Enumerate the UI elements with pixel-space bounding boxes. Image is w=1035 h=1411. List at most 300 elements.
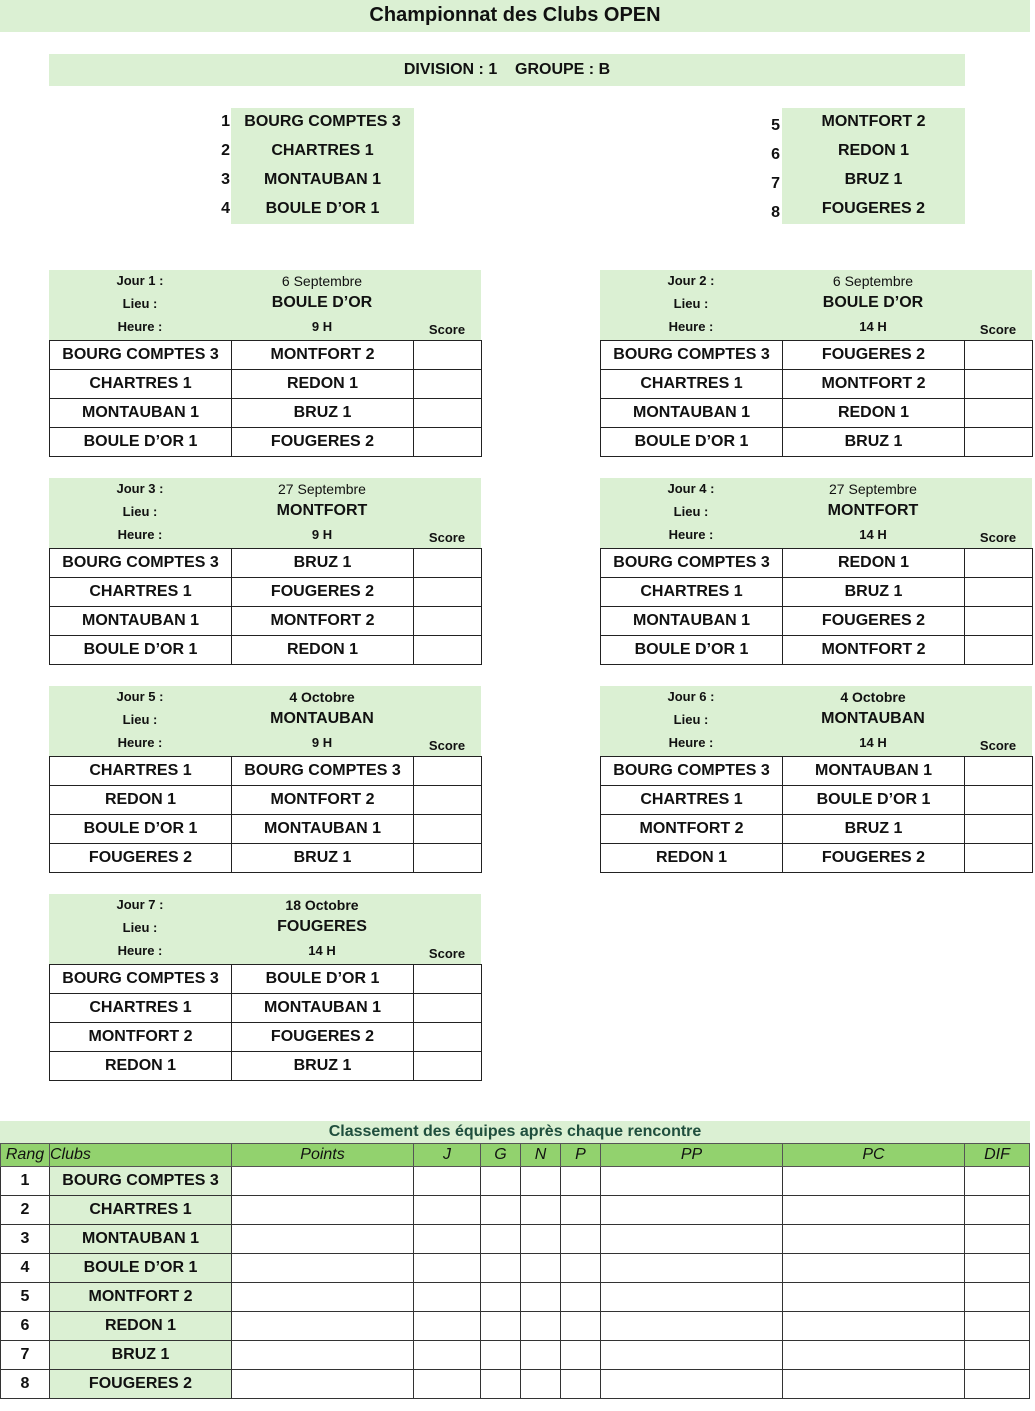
match-row xyxy=(50,757,482,786)
score-cell[interactable] xyxy=(414,994,482,1023)
away-team: BRUZ 1 xyxy=(783,428,965,457)
ranking-header-dif: DIF xyxy=(965,1144,1030,1167)
score-cell[interactable] xyxy=(414,786,482,815)
team-numbers-left xyxy=(210,108,230,224)
rank-club: CHARTRES 1 xyxy=(50,1196,232,1225)
away-team: REDON 1 xyxy=(232,636,414,665)
jour-label: Jour 2 : xyxy=(667,273,715,288)
rank-p-cell[interactable] xyxy=(561,1312,601,1341)
home-team: CHARTRES 1 xyxy=(601,578,783,607)
match-row xyxy=(50,636,482,665)
rank-number: 2 xyxy=(1,1196,50,1225)
rank-n-cell[interactable] xyxy=(521,1196,561,1225)
ranking-header-pp: PP xyxy=(601,1144,783,1167)
away-team: MONTFORT 2 xyxy=(232,786,414,815)
lieu-label: Lieu : xyxy=(122,296,158,311)
rank-j-cell[interactable] xyxy=(414,1196,481,1225)
match-row xyxy=(601,636,1033,665)
rank-n-cell[interactable] xyxy=(521,1225,561,1254)
score-label: Score xyxy=(979,530,1017,545)
match-row xyxy=(50,844,482,873)
match-row xyxy=(50,578,482,607)
home-team: MONTAUBAN 1 xyxy=(50,399,232,428)
rank-g-cell[interactable] xyxy=(481,1167,521,1196)
score-cell[interactable] xyxy=(414,1023,482,1052)
team-number: 4 xyxy=(221,200,230,217)
score-cell[interactable] xyxy=(414,399,482,428)
away-team: FOUGERES 2 xyxy=(783,341,965,370)
away-team: MONTFORT 2 xyxy=(783,370,965,399)
rank-pp-cell[interactable] xyxy=(601,1312,783,1341)
rank-points-cell[interactable] xyxy=(232,1225,414,1254)
match-day-5 xyxy=(49,686,481,873)
rank-n-cell[interactable] xyxy=(521,1341,561,1370)
match-row xyxy=(601,844,1033,873)
match-row xyxy=(601,815,1033,844)
home-team: MONTAUBAN 1 xyxy=(601,399,783,428)
rank-points-cell[interactable] xyxy=(232,1167,414,1196)
match-day-header xyxy=(49,894,481,964)
match-row xyxy=(601,786,1033,815)
rank-number: 6 xyxy=(1,1312,50,1341)
away-team: BRUZ 1 xyxy=(232,399,414,428)
score-cell[interactable] xyxy=(414,815,482,844)
score-cell[interactable] xyxy=(965,636,1033,665)
match-day-header xyxy=(49,270,481,340)
home-team: CHARTRES 1 xyxy=(50,578,232,607)
rank-pc-cell[interactable] xyxy=(783,1254,965,1283)
rank-club: MONTAUBAN 1 xyxy=(50,1225,232,1254)
heure-label: Heure : xyxy=(668,735,714,750)
rank-pp-cell[interactable] xyxy=(601,1225,783,1254)
match-time: 14 H xyxy=(859,319,887,334)
heure-label: Heure : xyxy=(668,527,714,542)
match-row xyxy=(50,549,482,578)
team-number: 7 xyxy=(771,175,780,192)
rank-dif-cell[interactable] xyxy=(965,1254,1030,1283)
match-venue: BOULE D’OR xyxy=(271,294,373,311)
rank-g-cell[interactable] xyxy=(481,1370,521,1399)
match-venue: FOUGERES xyxy=(277,918,367,935)
match-table xyxy=(600,756,1033,873)
away-team: BRUZ 1 xyxy=(232,549,414,578)
rank-pc-cell[interactable] xyxy=(783,1370,965,1399)
rank-points-cell[interactable] xyxy=(232,1283,414,1312)
match-row xyxy=(601,549,1033,578)
ranking-header-p: P xyxy=(561,1144,601,1167)
ranking-row xyxy=(1,1341,1030,1370)
away-team: BRUZ 1 xyxy=(232,844,414,873)
match-row xyxy=(601,757,1033,786)
score-cell[interactable] xyxy=(965,428,1033,457)
away-team: MONTAUBAN 1 xyxy=(232,815,414,844)
rank-pp-cell[interactable] xyxy=(601,1196,783,1225)
home-team: BOURG COMPTES 3 xyxy=(601,341,783,370)
rank-pp-cell[interactable] xyxy=(601,1341,783,1370)
rank-j-cell[interactable] xyxy=(414,1167,481,1196)
rank-g-cell[interactable] xyxy=(481,1312,521,1341)
match-row xyxy=(50,994,482,1023)
rank-dif-cell[interactable] xyxy=(965,1312,1030,1341)
rank-pc-cell[interactable] xyxy=(783,1196,965,1225)
match-day-4 xyxy=(600,478,1032,665)
heure-label: Heure : xyxy=(117,319,163,334)
rank-number: 8 xyxy=(1,1370,50,1399)
lieu-label: Lieu : xyxy=(122,712,158,727)
match-row xyxy=(50,399,482,428)
match-day-header xyxy=(49,478,481,548)
ranking-row xyxy=(1,1312,1030,1341)
rank-n-cell[interactable] xyxy=(521,1254,561,1283)
rank-points-cell[interactable] xyxy=(232,1312,414,1341)
match-row xyxy=(50,1023,482,1052)
ranking-header-n: N xyxy=(521,1144,561,1167)
match-date: 27 Septembre xyxy=(278,481,366,497)
rank-p-cell[interactable] xyxy=(561,1254,601,1283)
score-cell[interactable] xyxy=(965,370,1033,399)
score-cell[interactable] xyxy=(965,607,1033,636)
away-team: BOURG COMPTES 3 xyxy=(232,757,414,786)
team-names-right xyxy=(782,108,965,224)
rank-dif-cell[interactable] xyxy=(965,1225,1030,1254)
home-team: BOURG COMPTES 3 xyxy=(50,341,232,370)
team-number: 6 xyxy=(771,146,780,163)
match-table xyxy=(49,548,482,665)
home-team: CHARTRES 1 xyxy=(50,370,232,399)
away-team: BOULE D’OR 1 xyxy=(783,786,965,815)
lieu-label: Lieu : xyxy=(673,296,709,311)
rank-dif-cell[interactable] xyxy=(965,1283,1030,1312)
rank-pc-cell[interactable] xyxy=(783,1225,965,1254)
score-cell[interactable] xyxy=(414,578,482,607)
team-name: BOULE D’OR 1 xyxy=(265,200,380,217)
rank-points-cell[interactable] xyxy=(232,1254,414,1283)
rank-pp-cell[interactable] xyxy=(601,1283,783,1312)
home-team: FOUGERES 2 xyxy=(50,844,232,873)
rank-g-cell[interactable] xyxy=(481,1341,521,1370)
rank-j-cell[interactable] xyxy=(414,1254,481,1283)
match-row xyxy=(50,815,482,844)
away-team: BRUZ 1 xyxy=(232,1052,414,1081)
ranking-header-clubs: Clubs xyxy=(50,1144,232,1167)
match-table xyxy=(49,964,482,1081)
match-date: 4 Octobre xyxy=(289,689,355,705)
match-day-1 xyxy=(49,270,481,457)
match-day-header xyxy=(600,686,1032,756)
jour-label: Jour 3 : xyxy=(116,481,164,496)
lieu-label: Lieu : xyxy=(673,712,709,727)
score-cell[interactable] xyxy=(414,370,482,399)
rank-club: REDON 1 xyxy=(50,1312,232,1341)
away-team: REDON 1 xyxy=(783,549,965,578)
rank-dif-cell[interactable] xyxy=(965,1167,1030,1196)
score-cell[interactable] xyxy=(965,844,1033,873)
home-team: MONTFORT 2 xyxy=(601,815,783,844)
rank-n-cell[interactable] xyxy=(521,1283,561,1312)
score-cell[interactable] xyxy=(965,341,1033,370)
away-team: REDON 1 xyxy=(232,370,414,399)
home-team: BOURG COMPTES 3 xyxy=(50,965,232,994)
match-date: 4 Octobre xyxy=(840,689,906,705)
jour-label: Jour 1 : xyxy=(116,273,164,288)
team-name: MONTFORT 2 xyxy=(821,113,926,130)
match-day-header xyxy=(600,270,1032,340)
away-team: REDON 1 xyxy=(783,399,965,428)
home-team: BOULE D’OR 1 xyxy=(50,636,232,665)
away-team: MONTAUBAN 1 xyxy=(232,994,414,1023)
heure-label: Heure : xyxy=(117,735,163,750)
rank-number: 4 xyxy=(1,1254,50,1283)
page-title: Championnat des Clubs OPEN xyxy=(0,0,1030,32)
heure-label: Heure : xyxy=(117,943,163,958)
match-row xyxy=(50,428,482,457)
team-name: CHARTRES 1 xyxy=(271,142,374,159)
rank-g-cell[interactable] xyxy=(481,1196,521,1225)
rank-g-cell[interactable] xyxy=(481,1225,521,1254)
score-cell[interactable] xyxy=(965,815,1033,844)
heure-label: Heure : xyxy=(117,527,163,542)
jour-label: Jour 6 : xyxy=(667,689,715,704)
rank-p-cell[interactable] xyxy=(561,1341,601,1370)
home-team: BOULE D’OR 1 xyxy=(50,815,232,844)
team-number: 8 xyxy=(771,204,780,221)
away-team: MONTFORT 2 xyxy=(232,607,414,636)
team-name: BOURG COMPTES 3 xyxy=(244,113,401,130)
rank-pp-cell[interactable] xyxy=(601,1370,783,1399)
rank-club: BRUZ 1 xyxy=(50,1341,232,1370)
home-team: MONTAUBAN 1 xyxy=(601,607,783,636)
ranking-header-row xyxy=(1,1144,1030,1167)
rank-club: MONTFORT 2 xyxy=(50,1283,232,1312)
rank-number: 7 xyxy=(1,1341,50,1370)
rank-pc-cell[interactable] xyxy=(783,1283,965,1312)
match-table xyxy=(600,548,1033,665)
team-number: 5 xyxy=(771,117,780,134)
heure-label: Heure : xyxy=(668,319,714,334)
away-team: FOUGERES 2 xyxy=(232,578,414,607)
ranking-title: Classement des équipes après chaque rencontre xyxy=(0,1121,1030,1143)
home-team: MONTFORT 2 xyxy=(50,1023,232,1052)
home-team: BOULE D’OR 1 xyxy=(601,428,783,457)
rank-j-cell[interactable] xyxy=(414,1370,481,1399)
score-label: Score xyxy=(428,530,466,545)
rank-j-cell[interactable] xyxy=(414,1225,481,1254)
jour-label: Jour 7 : xyxy=(116,897,164,912)
match-day-2 xyxy=(600,270,1032,457)
score-cell[interactable] xyxy=(414,607,482,636)
rank-p-cell[interactable] xyxy=(561,1225,601,1254)
score-cell[interactable] xyxy=(414,1052,482,1081)
ranking-header-j: J xyxy=(414,1144,481,1167)
away-team: MONTFORT 2 xyxy=(783,636,965,665)
match-row xyxy=(601,578,1033,607)
match-table xyxy=(49,756,482,873)
rank-points-cell[interactable] xyxy=(232,1370,414,1399)
rank-pp-cell[interactable] xyxy=(601,1254,783,1283)
division-group-banner: DIVISION : 1 GROUPE : B xyxy=(49,54,965,86)
score-cell[interactable] xyxy=(414,549,482,578)
score-label: Score xyxy=(979,322,1017,337)
match-day-header xyxy=(600,478,1032,548)
score-label: Score xyxy=(979,738,1017,753)
match-time: 9 H xyxy=(311,735,333,750)
home-team: REDON 1 xyxy=(50,1052,232,1081)
team-name: FOUGERES 2 xyxy=(821,200,926,217)
ranking-row xyxy=(1,1196,1030,1225)
match-row xyxy=(50,1052,482,1081)
match-row xyxy=(50,786,482,815)
score-cell[interactable] xyxy=(965,578,1033,607)
score-label: Score xyxy=(428,946,466,961)
match-day-6 xyxy=(600,686,1032,873)
rank-club: BOULE D’OR 1 xyxy=(50,1254,232,1283)
home-team: CHARTRES 1 xyxy=(50,757,232,786)
rank-club: FOUGERES 2 xyxy=(50,1370,232,1399)
score-cell[interactable] xyxy=(414,341,482,370)
team-numbers-right xyxy=(760,112,780,228)
rank-pc-cell[interactable] xyxy=(783,1312,965,1341)
match-table xyxy=(49,340,482,457)
match-row xyxy=(601,607,1033,636)
jour-label: Jour 5 : xyxy=(116,689,164,704)
lieu-label: Lieu : xyxy=(122,920,158,935)
score-cell[interactable] xyxy=(965,757,1033,786)
team-names-left xyxy=(231,108,414,224)
home-team: BOULE D’OR 1 xyxy=(50,428,232,457)
match-time: 14 H xyxy=(859,527,887,542)
match-time: 14 H xyxy=(859,735,887,750)
lieu-label: Lieu : xyxy=(122,504,158,519)
lieu-label: Lieu : xyxy=(673,504,709,519)
match-venue: MONTFORT xyxy=(827,502,919,519)
match-day-3 xyxy=(49,478,481,665)
rank-g-cell[interactable] xyxy=(481,1254,521,1283)
home-team: REDON 1 xyxy=(601,844,783,873)
home-team: BOURG COMPTES 3 xyxy=(601,757,783,786)
score-cell[interactable] xyxy=(414,844,482,873)
rank-p-cell[interactable] xyxy=(561,1283,601,1312)
score-label: Score xyxy=(428,738,466,753)
home-team: BOURG COMPTES 3 xyxy=(50,549,232,578)
rank-dif-cell[interactable] xyxy=(965,1370,1030,1399)
ranking-row xyxy=(1,1167,1030,1196)
home-team: CHARTRES 1 xyxy=(50,994,232,1023)
score-cell[interactable] xyxy=(965,786,1033,815)
match-date: 18 Octobre xyxy=(285,897,359,913)
score-cell[interactable] xyxy=(965,549,1033,578)
match-time: 14 H xyxy=(308,943,336,958)
rank-j-cell[interactable] xyxy=(414,1283,481,1312)
match-row xyxy=(50,370,482,399)
rank-j-cell[interactable] xyxy=(414,1341,481,1370)
match-day-header xyxy=(49,686,481,756)
match-row xyxy=(601,428,1033,457)
match-venue: MONTAUBAN xyxy=(821,710,925,727)
rank-number: 1 xyxy=(1,1167,50,1196)
away-team: MONTFORT 2 xyxy=(232,341,414,370)
match-row xyxy=(601,399,1033,428)
home-team: BOULE D’OR 1 xyxy=(601,636,783,665)
rank-p-cell[interactable] xyxy=(561,1196,601,1225)
match-date: 27 Septembre xyxy=(829,481,917,497)
match-venue: MONTAUBAN xyxy=(270,710,374,727)
team-name: REDON 1 xyxy=(837,142,910,159)
rank-p-cell[interactable] xyxy=(561,1167,601,1196)
rank-g-cell[interactable] xyxy=(481,1283,521,1312)
ranking-header-points: Points xyxy=(232,1144,414,1167)
rank-j-cell[interactable] xyxy=(414,1312,481,1341)
score-cell[interactable] xyxy=(414,636,482,665)
rank-pc-cell[interactable] xyxy=(783,1341,965,1370)
rank-dif-cell[interactable] xyxy=(965,1196,1030,1225)
away-team: FOUGERES 2 xyxy=(232,428,414,457)
rank-p-cell[interactable] xyxy=(561,1370,601,1399)
team-number: 2 xyxy=(221,142,230,159)
match-date: 6 Septembre xyxy=(281,273,363,289)
home-team: REDON 1 xyxy=(50,786,232,815)
score-cell[interactable] xyxy=(965,399,1033,428)
match-table xyxy=(600,340,1033,457)
ranking-row xyxy=(1,1254,1030,1283)
ranking-header-rang: Rang xyxy=(1,1144,50,1167)
jour-label: Jour 4 : xyxy=(667,481,715,496)
match-date: 6 Septembre xyxy=(832,273,914,289)
match-time: 9 H xyxy=(311,319,333,334)
ranking-row xyxy=(1,1370,1030,1399)
rank-pc-cell[interactable] xyxy=(783,1167,965,1196)
rank-n-cell[interactable] xyxy=(521,1167,561,1196)
home-team: CHARTRES 1 xyxy=(601,786,783,815)
score-cell[interactable] xyxy=(414,428,482,457)
ranking-row xyxy=(1,1225,1030,1254)
score-cell[interactable] xyxy=(414,757,482,786)
ranking-header-g: G xyxy=(481,1144,521,1167)
home-team: MONTAUBAN 1 xyxy=(50,607,232,636)
home-team: CHARTRES 1 xyxy=(601,370,783,399)
away-team: FOUGERES 2 xyxy=(232,1023,414,1052)
rank-points-cell[interactable] xyxy=(232,1196,414,1225)
away-team: FOUGERES 2 xyxy=(783,844,965,873)
rank-n-cell[interactable] xyxy=(521,1370,561,1399)
home-team: BOURG COMPTES 3 xyxy=(601,549,783,578)
match-time: 9 H xyxy=(311,527,333,542)
team-number: 1 xyxy=(221,113,230,130)
away-team: BRUZ 1 xyxy=(783,815,965,844)
match-venue: MONTFORT xyxy=(276,502,368,519)
team-number: 3 xyxy=(221,171,230,188)
rank-number: 5 xyxy=(1,1283,50,1312)
away-team: BOULE D’OR 1 xyxy=(232,965,414,994)
away-team: FOUGERES 2 xyxy=(783,607,965,636)
match-row xyxy=(601,370,1033,399)
score-cell[interactable] xyxy=(414,965,482,994)
match-venue: BOULE D’OR xyxy=(822,294,924,311)
ranking-row xyxy=(1,1283,1030,1312)
away-team: BRUZ 1 xyxy=(783,578,965,607)
rank-pp-cell[interactable] xyxy=(601,1167,783,1196)
score-label: Score xyxy=(428,322,466,337)
rank-n-cell[interactable] xyxy=(521,1312,561,1341)
match-day-7 xyxy=(49,894,481,1081)
team-name: MONTAUBAN 1 xyxy=(263,171,382,188)
match-row xyxy=(50,965,482,994)
away-team: MONTAUBAN 1 xyxy=(783,757,965,786)
rank-points-cell[interactable] xyxy=(232,1341,414,1370)
match-row xyxy=(50,607,482,636)
rank-dif-cell[interactable] xyxy=(965,1341,1030,1370)
match-row xyxy=(601,341,1033,370)
ranking-table xyxy=(0,1143,1030,1399)
